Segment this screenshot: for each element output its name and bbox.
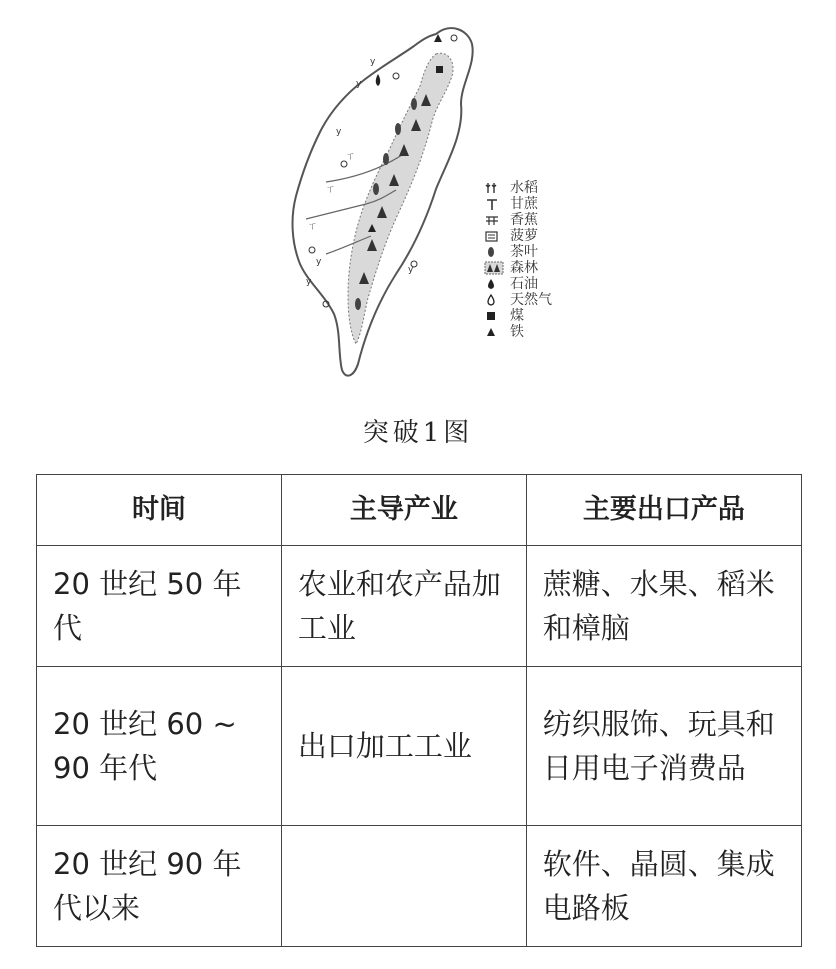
legend-item-coal: 煤 [484, 308, 594, 324]
cell-time: 20 世纪 60 ~ 90 年代 [37, 667, 282, 826]
legend-item-forest: 森林 [484, 260, 594, 276]
table-row [37, 546, 802, 667]
pineapple-icon [484, 229, 506, 243]
oil-icon [484, 277, 506, 291]
legend-item-natural-gas: 天然气 [484, 292, 594, 308]
cell-exports: 软件、晶圆、集成电路板 [526, 826, 801, 947]
iron-icon [484, 325, 506, 339]
paddy-rice-icon [484, 181, 506, 195]
forest-icon [484, 261, 506, 275]
header-time: 时间 [37, 475, 282, 546]
banana-icon [484, 213, 506, 227]
cell-time: 20 世纪 90 年代以来 [37, 826, 282, 947]
legend-item-iron: 铁 [484, 324, 594, 340]
cell-industry: 农业和农产品加工业 [281, 546, 526, 667]
legend-item-banana: 香蕉 [484, 212, 594, 228]
industry-table [36, 474, 802, 947]
coal-marker [436, 66, 443, 73]
tea-icon [484, 245, 506, 259]
header-leading-industry: 主导产业 [281, 475, 526, 546]
cell-industry: 出口加工工业 [281, 667, 526, 826]
svg-text:ㄒ: ㄒ [326, 185, 336, 195]
coal-icon [484, 309, 506, 323]
map-legend [484, 180, 594, 340]
natural-gas-icon [484, 293, 506, 307]
cell-exports: 纺织服饰、玩具和日用电子消费品 [526, 667, 801, 826]
svg-text:y: y [336, 127, 342, 137]
svg-text:y: y [316, 257, 322, 267]
svg-text:y: y [408, 265, 414, 275]
cell-time: 20 世纪 50 年代 [37, 546, 282, 667]
header-main-exports: 主要出口产品 [526, 475, 801, 546]
legend-item-oil: 石油 [484, 276, 594, 292]
svg-text:ㄒ: ㄒ [308, 222, 318, 232]
cell-exports: 蔗糖、水果、稻米和樟脑 [526, 546, 801, 667]
table-row [37, 826, 802, 947]
legend-item-sugarcane: 甘蔗 [484, 196, 594, 212]
legend-item-pineapple: 菠萝 [484, 228, 594, 244]
table-header-row [37, 475, 802, 546]
legend-item-tea: 茶叶 [484, 244, 594, 260]
svg-text:y: y [356, 79, 362, 89]
svg-text:ㄒ: ㄒ [346, 152, 356, 162]
sugarcane-icon [484, 197, 506, 211]
svg-text:y: y [306, 277, 312, 287]
legend-item-paddy-rice: 水稻 [484, 180, 594, 196]
table-row [37, 667, 802, 826]
svg-text:y: y [370, 57, 376, 67]
figure-caption: 突破1图 [362, 418, 474, 448]
cell-industry [281, 826, 526, 947]
